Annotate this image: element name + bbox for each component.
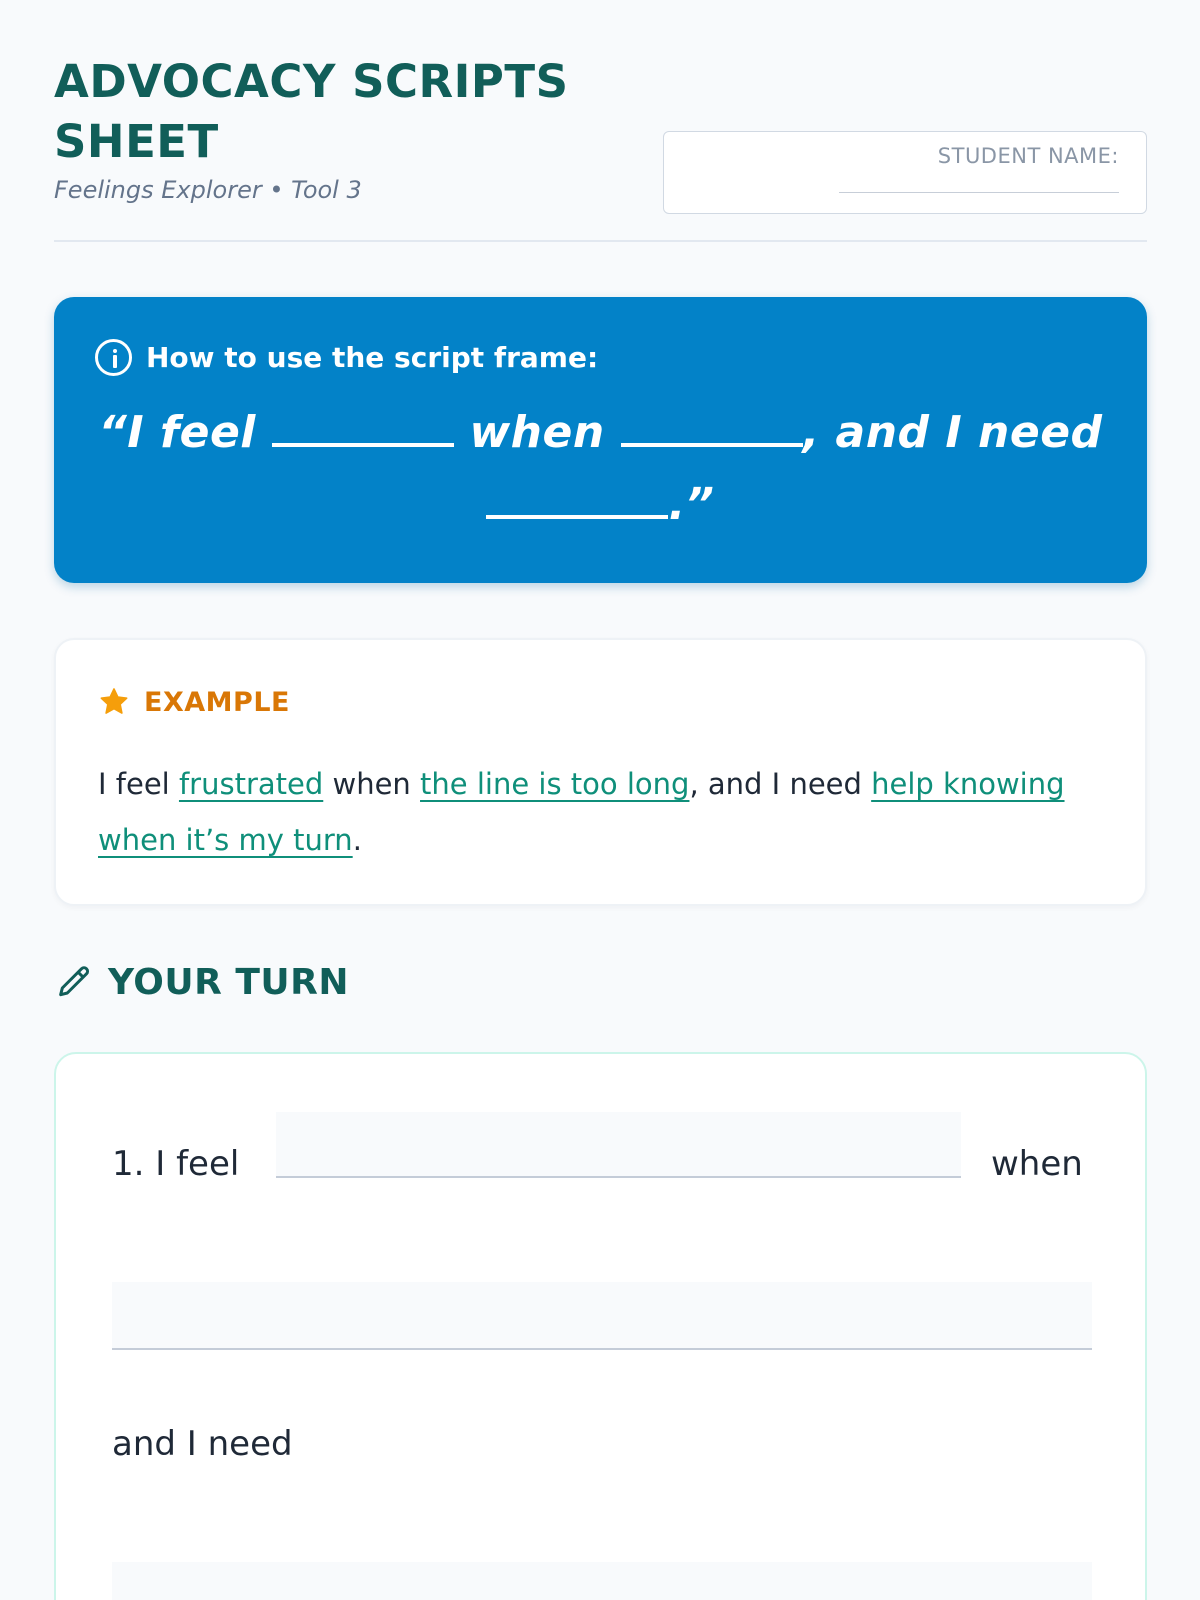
pencil-icon [54, 963, 94, 1003]
header-divider [54, 240, 1147, 242]
quote-close: .” [668, 479, 715, 530]
student-name-line[interactable] [839, 192, 1119, 193]
example-label: EXAMPLE [144, 686, 290, 718]
item1-i-feel-label: 1. I feel [112, 1144, 240, 1184]
student-name-box[interactable] [663, 131, 1147, 214]
your-turn-heading [54, 962, 349, 1003]
example-need: help knowing when it’s my turn [98, 767, 1065, 857]
quote-and-need: , and I need [802, 407, 1103, 458]
example-card [54, 638, 1147, 906]
feeling-blank [272, 401, 454, 447]
script-frame-heading [95, 339, 598, 376]
example-i-feel: I feel [98, 767, 179, 801]
info-icon [95, 339, 132, 376]
quote-open: “I feel [98, 407, 256, 458]
example-when: when [323, 767, 421, 801]
worksheet-page [54, 0, 1147, 1600]
quote-when: when [469, 407, 605, 458]
item1-need-input[interactable] [112, 1562, 1092, 1600]
script-frame-quote [84, 397, 1117, 541]
star-icon [98, 686, 130, 718]
script-frame-card [54, 297, 1147, 583]
example-feeling: frustrated [178, 767, 324, 801]
item1-and-need-label: and I need [112, 1424, 293, 1464]
example-situation: the line is too long [420, 767, 690, 801]
item1-situation-input[interactable] [112, 1282, 1092, 1350]
situation-blank [621, 401, 803, 447]
example-sentence [98, 756, 1108, 868]
your-turn-card [54, 1052, 1147, 1600]
page-subtitle: Feelings Explorer • Tool 3 [54, 176, 362, 204]
page-title: ADVOCACY SCRIPTS SHEET [54, 55, 569, 168]
your-turn-label: YOUR TURN [108, 962, 350, 1003]
student-name-label: STUDENT NAME: [937, 144, 1119, 168]
example-and-need: , and I need [689, 767, 872, 801]
item1-when-label: when [991, 1144, 1083, 1184]
item1-feeling-input[interactable] [276, 1112, 961, 1178]
need-blank [486, 473, 668, 519]
example-end: . [352, 823, 362, 857]
example-heading [98, 686, 290, 718]
script-frame-heading-text: How to use the script frame: [146, 341, 599, 374]
